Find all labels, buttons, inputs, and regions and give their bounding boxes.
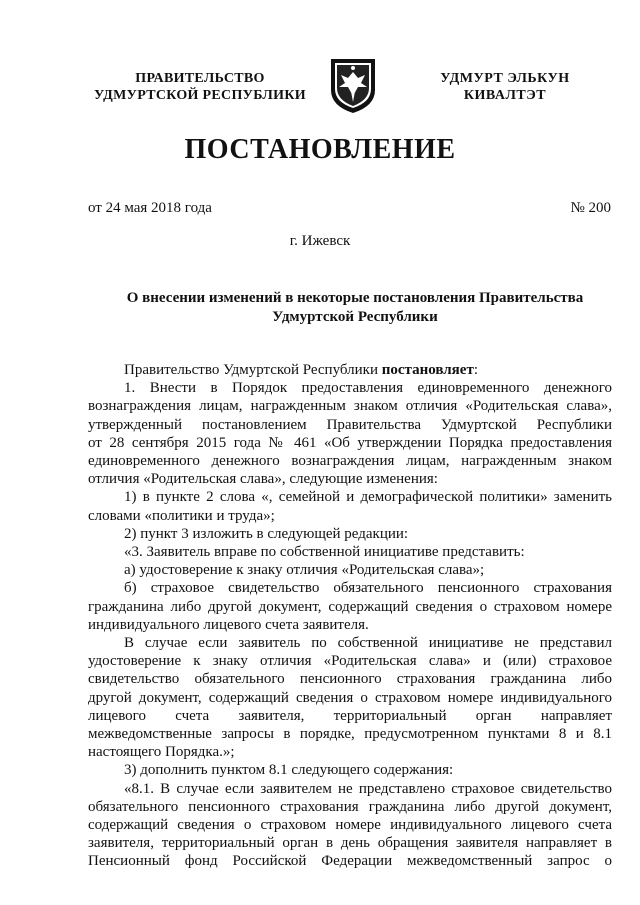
body-line: 3) дополнить пунктом 8.1 следующего содержания: xyxy=(124,762,454,779)
body-line: индивидуального лицевого счета заявителя. xyxy=(88,616,369,633)
coat-of-arms-emblem-icon xyxy=(327,56,379,114)
document-date: от 24 мая 2018 года xyxy=(88,200,212,216)
body-line: единовременного денежного вознаграждения лицам, награжденным знаком xyxy=(88,453,612,470)
document-subject xyxy=(90,289,620,327)
subject-line: Удмуртской Республики xyxy=(272,309,438,325)
body-line: словами «политики и труда»; xyxy=(88,507,275,524)
body-paragraph xyxy=(88,561,612,579)
body-line: а) удостоверение к знаку отличия «Родительская слава»; xyxy=(124,562,485,579)
header-right-line: УДМУРТ ЭЛЬКУН xyxy=(440,71,570,86)
header-left xyxy=(84,70,316,104)
body-line: Пенсионный фонд Российской Федерации межведомственный запрос о xyxy=(88,853,612,870)
subject-line: О внесении изменений в некоторые постановления Правительства xyxy=(126,290,584,306)
header-right-line: КИВАЛТЭТ xyxy=(463,88,547,103)
body-paragraph xyxy=(88,525,612,543)
preamble xyxy=(88,361,612,379)
body-paragraph xyxy=(88,488,612,524)
preamble-prefix: Правительство Удмуртской Республики xyxy=(124,362,382,378)
body-line: свидетельство обязательного пенсионного страхования гражданина либо xyxy=(88,671,612,688)
preamble-suffix: : xyxy=(473,362,478,378)
document-type-title: ПОСТАНОВЛЕНИЕ xyxy=(184,134,456,165)
document-number: № 200 xyxy=(570,200,611,216)
preamble-keyword: постановляет xyxy=(381,362,474,378)
body-line: содержащий сведения о страховом номере индивидуального лицевого счета xyxy=(88,817,612,834)
body-line: обязательного пенсионного страхования гражданина либо другой документ, xyxy=(88,798,612,815)
body-line: «3. Заявитель вправе по собственной инициативе представить: xyxy=(124,544,525,561)
body-line: отличия «Родительская слава», следующие изменения: xyxy=(88,471,438,488)
body-line: В случае если заявитель по собственной инициативе не представил xyxy=(124,635,612,652)
body-paragraph xyxy=(88,379,612,488)
body-line: удостоверение к знаку отличия «Родительская слава» и (или) страховое xyxy=(88,653,612,670)
body-paragraph xyxy=(88,761,612,779)
body-line: заявителя, территориальный орган в день обращения заявителя направляет в xyxy=(88,835,612,852)
body-line: 2) пункт 3 изложить в следующей редакции: xyxy=(124,525,409,542)
body-line: межведомственные запросы в порядке, предусмотренном пунктами 8 и 8.1 xyxy=(88,726,612,743)
body-paragraph xyxy=(88,543,612,561)
body-line: другой документ, содержащий сведения о страховом номере индивидуального xyxy=(88,689,612,706)
body-paragraph xyxy=(88,634,612,761)
body-line: лицевого счета заявителя, территориальный орган направляет xyxy=(88,707,612,724)
document-body xyxy=(88,361,612,871)
header-right xyxy=(410,70,600,104)
body-line: от 28 сентября 2015 года № 461 «Об утверждении Порядка предоставления xyxy=(88,434,612,451)
body-line: 1. Внести в Порядок предоставления единовременного денежного xyxy=(124,380,612,397)
body-line: б) страховое свидетельство обязательного пенсионного страхования xyxy=(124,580,612,597)
body-line: гражданина либо другой документ, содержащий сведения о страховом номере xyxy=(88,598,612,615)
body-line: «8.1. В случае если заявителем не представлено страховое свидетельство xyxy=(124,780,612,797)
body-paragraph xyxy=(88,579,612,634)
body-line: вознаграждения лицам, награжденным знаком отличия «Родительская слава», xyxy=(88,398,612,415)
document-city: г. Ижевск xyxy=(289,233,351,249)
body-line: утвержденный постановлением Правительства Удмуртской Республики xyxy=(88,416,612,433)
body-line: 1) в пункте 2 слова «, семейной и демографической политики» заменить xyxy=(124,489,612,506)
header-left-line: ПРАВИТЕЛЬСТВО xyxy=(135,71,265,86)
header-left-line: УДМУРТСКОЙ РЕСПУБЛИКИ xyxy=(94,88,306,103)
body-line: настоящего Порядка.»; xyxy=(88,744,235,761)
body-paragraph xyxy=(88,780,612,871)
